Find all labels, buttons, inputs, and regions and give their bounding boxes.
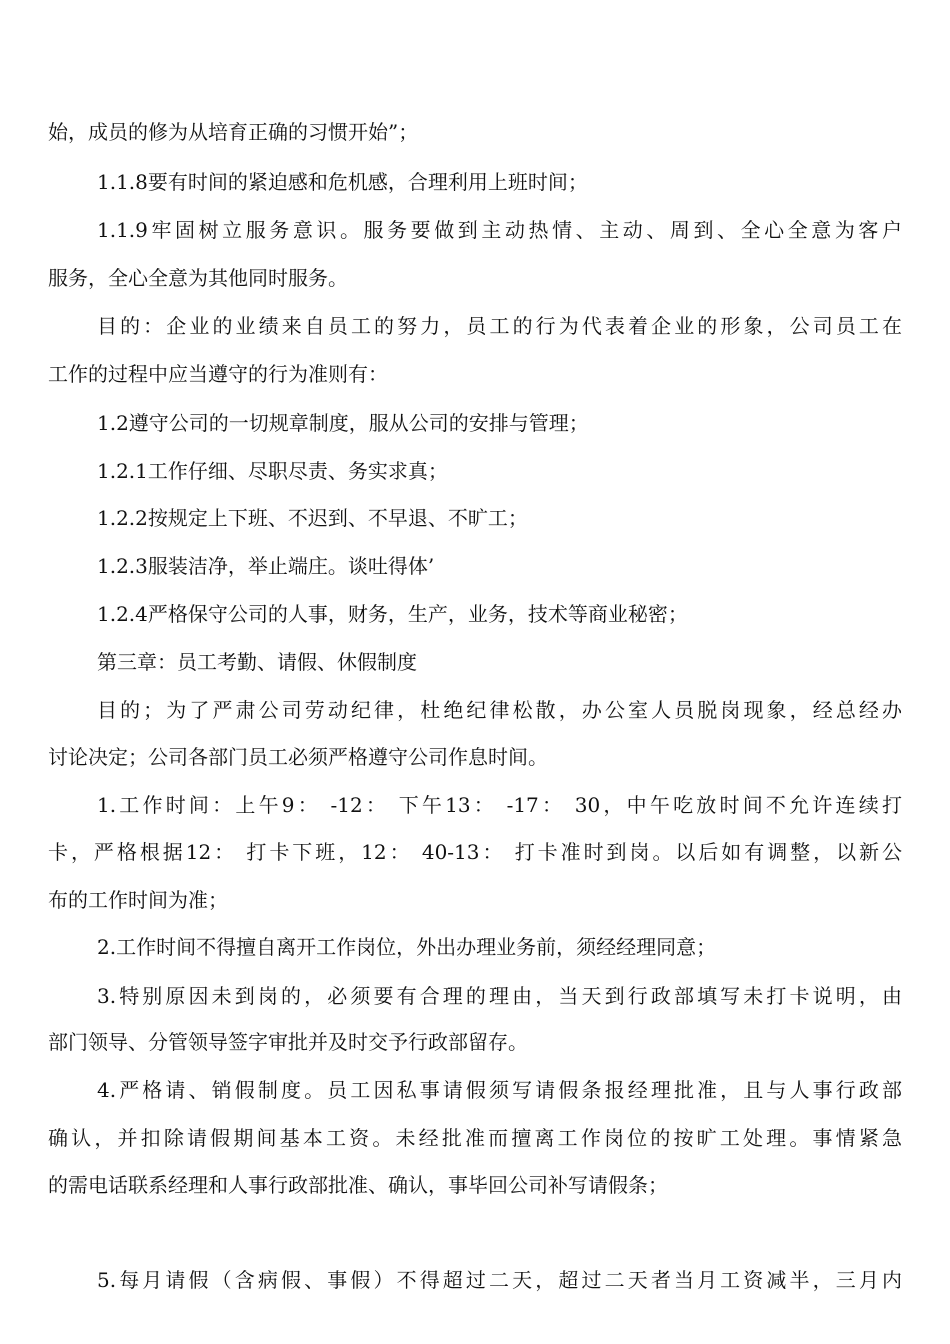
text-line-18: 2.工作时间不得擅自离开工作岗位，外出办理业务前，须经经理同意； xyxy=(97,935,717,959)
text-line-3: 1.1.9牢固树立服务意识。服务要做到主动热情、主动、周到、全心全意为客户 xyxy=(97,218,902,242)
text-line-16: 卡，严格根据12： 打卡下班，12： 40-13： 打卡准时到岗。以后如有调整，以新公 xyxy=(48,840,902,864)
text-line-14: 讨论决定；公司各部门员工必须严格遵守公司作息时间。 xyxy=(48,745,548,769)
text-line-13: 目的；为了严肃公司劳动纪律，杜绝纪律松散，办公室人员脱岗现象，经总经办 xyxy=(97,698,902,722)
text-line-11: 1.2.4严格保守公司的人事，财务，生产，业务，技术等商业秘密； xyxy=(97,602,688,626)
text-line-1: 始，成员的修为从培育正确的习惯开始”； xyxy=(48,120,419,144)
text-line-23: 的需电话联系经理和人事行政部批准、确认，事毕回公司补写请假条； xyxy=(48,1173,668,1197)
text-line-7: 1.2遵守公司的一切规章制度，服从公司的安排与管理； xyxy=(97,411,589,435)
chapter-heading: 第三章：员工考勤、请假、休假制度 xyxy=(97,650,417,674)
text-line-15: 1.工作时间：上午9： -12： 下午13： -17： 30，中午吃放时间不允许连续打 xyxy=(97,793,902,817)
text-line-21: 4.严格请、销假制度。员工因私事请假须写请假条报经理批准，且与人事行政部 xyxy=(97,1078,902,1102)
text-line-22: 确认，并扣除请假期间基本工资。未经批准而擅离工作岗位的按旷工处理。事情紧急 xyxy=(48,1126,902,1150)
text-line-8: 1.2.1工作仔细、尽职尽责、务实求真； xyxy=(97,459,448,483)
text-line-6: 工作的过程中应当遵守的行为准则有： xyxy=(48,362,388,386)
text-line-19: 3.特别原因未到岗的，必须要有合理的理由，当天到行政部填写未打卡说明，由 xyxy=(97,984,902,1008)
text-line-5: 目的：企业的业绩来自员工的努力，员工的行为代表着企业的形象，公司员工在 xyxy=(97,314,902,338)
text-line-9: 1.2.2按规定上下班、不迟到、不早退、不旷工； xyxy=(97,506,528,530)
text-line-24: 5.每月请假（含病假、事假）不得超过二天，超过二天者当月工资减半，三月内 xyxy=(97,1268,902,1292)
text-line-2: 1.1.8要有时间的紧迫感和危机感，合理利用上班时间； xyxy=(97,170,588,194)
text-line-4: 服务，全心全意为其他同时服务。 xyxy=(48,266,348,290)
text-line-10: 1.2.3服装洁净，举止端庄。谈吐得体’ xyxy=(97,554,435,578)
text-line-20: 部门领导、分管领导签字审批并及时交予行政部留存。 xyxy=(48,1030,528,1054)
text-line-17: 布的工作时间为准； xyxy=(48,888,228,912)
